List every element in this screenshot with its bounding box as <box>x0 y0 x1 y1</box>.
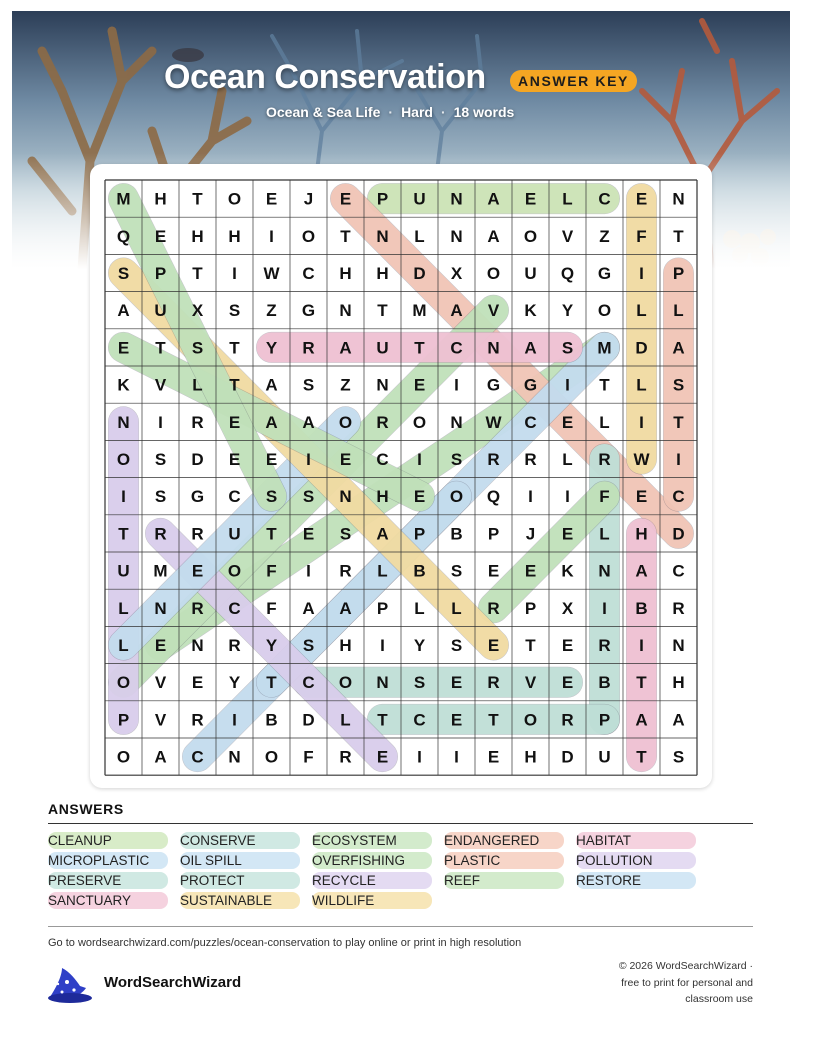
grid-letter[interactable]: E <box>450 710 463 730</box>
grid-letter[interactable]: K <box>561 561 574 581</box>
grid-letter[interactable]: G <box>190 487 205 507</box>
grid-letter[interactable]: O <box>116 673 131 693</box>
category-label: Ocean & Sea Life <box>266 104 381 120</box>
grid-letter[interactable]: O <box>264 747 279 767</box>
answer-key-badge: ANSWER KEY <box>510 70 637 92</box>
grid-letter[interactable]: Y <box>265 338 278 358</box>
grid-letter[interactable]: A <box>487 226 500 246</box>
grid-letter[interactable]: E <box>561 636 574 655</box>
grid-letter[interactable]: B <box>598 673 611 693</box>
grid-letter[interactable]: L <box>599 412 610 432</box>
grid-letter[interactable]: E <box>339 189 352 209</box>
grid-letter[interactable]: M <box>116 189 131 209</box>
grid-letter[interactable]: W <box>485 412 502 432</box>
grid-letter[interactable]: S <box>450 561 463 581</box>
grid-letter[interactable]: E <box>413 487 426 507</box>
grid-letter[interactable]: B <box>265 710 278 730</box>
grid-letter[interactable]: U <box>376 338 389 358</box>
grid-letter[interactable]: Z <box>599 226 610 246</box>
grid-letter[interactable]: H <box>635 524 648 544</box>
grid-letter[interactable]: N <box>672 636 685 655</box>
grid-letter[interactable]: G <box>301 301 316 321</box>
grid-letter[interactable]: E <box>191 673 204 693</box>
grid-letter[interactable]: N <box>487 338 500 358</box>
grid-letter[interactable]: N <box>191 636 204 655</box>
copyright-line: classroom use <box>685 993 753 1005</box>
grid-letter[interactable]: A <box>524 338 537 358</box>
grid-letter[interactable]: C <box>672 487 685 507</box>
grid-letter[interactable]: T <box>192 264 203 283</box>
grid-letter[interactable]: I <box>565 375 570 395</box>
grid-letter[interactable]: S <box>302 375 315 395</box>
grid-letter[interactable]: I <box>565 487 570 507</box>
grid-letter[interactable]: E <box>339 450 352 469</box>
grid-letter[interactable]: N <box>339 301 352 321</box>
answer-recycle: RECYCLE <box>312 872 432 889</box>
grid-letter[interactable]: E <box>191 561 204 581</box>
grid-letter[interactable]: V <box>154 710 167 730</box>
grid-letter[interactable]: V <box>561 226 574 246</box>
grid-letter[interactable]: A <box>339 338 352 358</box>
answer-protect: PROTECT <box>180 872 300 889</box>
difficulty-label: Hard <box>401 104 433 120</box>
grid-letter[interactable]: T <box>673 226 684 246</box>
grid-letter[interactable]: R <box>154 524 167 544</box>
grid-letter[interactable]: E <box>265 450 278 469</box>
grid-letter[interactable]: X <box>191 301 204 321</box>
grid-letter[interactable]: C <box>228 487 241 507</box>
grid-letter[interactable]: C <box>413 710 426 730</box>
grid-letter[interactable]: O <box>116 450 131 469</box>
grid-letter[interactable]: R <box>487 673 500 693</box>
grid-letter[interactable]: B <box>635 598 648 618</box>
grid-letter[interactable]: L <box>636 375 647 395</box>
grid-letter[interactable]: G <box>486 375 501 395</box>
grid-letter[interactable]: T <box>636 747 647 767</box>
grid-letter[interactable]: O <box>597 301 612 321</box>
grid-letter[interactable]: R <box>191 524 204 544</box>
grid-letter[interactable]: J <box>303 189 314 209</box>
grid-letter[interactable]: S <box>413 673 426 693</box>
grid-letter[interactable]: S <box>302 636 315 655</box>
grid-letter[interactable]: E <box>154 226 167 246</box>
grid-letter[interactable]: T <box>266 673 277 693</box>
grid-letter[interactable]: N <box>228 747 241 767</box>
grid-letter[interactable]: D <box>413 264 426 283</box>
grid-letter[interactable]: C <box>302 673 315 693</box>
grid-letter[interactable]: E <box>487 561 500 581</box>
grid-letter[interactable]: P <box>598 710 611 730</box>
grid-letter[interactable]: A <box>302 598 315 618</box>
grid-letter[interactable]: T <box>118 524 129 544</box>
grid-letter[interactable]: R <box>191 710 204 730</box>
grid-letter[interactable]: A <box>339 598 352 618</box>
grid-letter[interactable]: L <box>414 226 425 246</box>
grid-letter[interactable]: S <box>228 301 241 321</box>
grid-letter[interactable]: N <box>376 375 389 395</box>
grid-letter[interactable]: U <box>598 747 611 767</box>
separator: · <box>388 104 394 120</box>
grid-letter[interactable]: I <box>232 264 237 283</box>
grid-letter[interactable]: N <box>450 226 463 246</box>
grid-letter[interactable]: H <box>339 264 352 283</box>
grid-letter[interactable]: I <box>454 747 459 767</box>
grid-letter[interactable]: E <box>487 636 500 655</box>
grid-letter[interactable]: L <box>636 301 647 321</box>
grid-letter[interactable]: X <box>450 264 463 283</box>
grid-letter[interactable]: C <box>672 561 685 581</box>
grid-letter[interactable]: E <box>376 747 389 767</box>
answer-pollution: POLLUTION <box>576 852 696 869</box>
grid-letter[interactable]: R <box>228 636 241 655</box>
divider <box>48 823 753 824</box>
grid-letter[interactable]: N <box>117 412 130 432</box>
grid-letter[interactable]: I <box>232 710 237 730</box>
grid-letter[interactable]: I <box>417 747 422 767</box>
copyright-line: free to print for personal and <box>621 976 753 989</box>
grid-letter[interactable]: E <box>561 412 574 432</box>
word-search-grid <box>90 164 712 788</box>
page-title: Ocean Conservation <box>164 58 486 96</box>
grid-letter[interactable]: B <box>450 524 463 544</box>
grid-letter[interactable]: T <box>192 189 203 209</box>
grid-letter[interactable]: A <box>450 301 463 321</box>
answer-endangered: ENDANGERED <box>444 832 564 849</box>
grid-letter[interactable]: V <box>487 301 500 321</box>
grid-letter[interactable]: V <box>154 375 167 395</box>
grid-letter[interactable]: C <box>376 450 389 469</box>
grid-letter[interactable]: P <box>154 264 167 283</box>
grid-letter[interactable]: N <box>450 189 463 209</box>
grid-letter[interactable]: I <box>454 375 459 395</box>
grid-letter[interactable]: R <box>598 636 611 655</box>
grid-letter[interactable]: I <box>380 636 385 655</box>
grid-letter[interactable]: O <box>338 412 353 432</box>
grid-letter[interactable]: L <box>562 450 573 469</box>
grid-letter[interactable]: H <box>228 226 241 246</box>
grid-letter[interactable]: S <box>450 636 463 655</box>
grid-letter[interactable]: Z <box>266 301 277 321</box>
grid-letter[interactable]: C <box>450 338 463 358</box>
answer-cleanup: CLEANUP <box>48 832 168 849</box>
answer-sanctuary: SANCTUARY <box>48 892 168 909</box>
grid-letter[interactable]: H <box>339 636 352 655</box>
grid-letter[interactable]: L <box>118 598 129 618</box>
grid-letter[interactable]: I <box>269 226 274 246</box>
brand-name[interactable]: WordSearchWizard <box>104 974 242 991</box>
answers-heading: ANSWERS <box>48 801 124 817</box>
grid-letter[interactable]: L <box>414 598 425 618</box>
grid-letter[interactable]: I <box>306 450 311 469</box>
grid-letter[interactable]: F <box>599 487 610 507</box>
grid-letter[interactable]: A <box>117 301 130 321</box>
grid-letter[interactable]: P <box>376 598 389 618</box>
answer-preserve: PRESERVE <box>48 872 168 889</box>
copyright-line: © 2026 WordSearchWizard · <box>618 960 753 972</box>
answer-overfishing: OVERFISHING <box>312 852 432 869</box>
grid-letter[interactable]: E <box>561 524 574 544</box>
grid-letter[interactable]: L <box>340 710 351 730</box>
grid-letter[interactable]: H <box>376 487 389 507</box>
grid-letter[interactable]: H <box>191 226 204 246</box>
grid-letter[interactable]: Z <box>340 375 351 395</box>
wizard-hat-icon <box>46 964 94 1004</box>
grid-letter[interactable]: E <box>302 524 315 544</box>
grid-letter[interactable]: T <box>377 301 388 321</box>
grid-letter[interactable]: E <box>228 450 241 469</box>
grid-letter[interactable]: E <box>413 375 426 395</box>
grid-letter[interactable]: K <box>524 301 537 321</box>
grid-letter[interactable]: D <box>672 524 685 544</box>
grid-letter[interactable]: S <box>265 487 278 507</box>
grid-letter[interactable]: A <box>265 375 278 395</box>
grid-letter[interactable]: I <box>417 450 422 469</box>
grid-letter[interactable]: L <box>451 598 462 618</box>
grid-letter[interactable]: C <box>191 747 204 767</box>
grid-letter[interactable]: O <box>227 189 242 209</box>
grid-letter[interactable]: D <box>561 747 574 767</box>
grid-letter[interactable]: A <box>635 561 648 581</box>
grid-letter[interactable]: E <box>154 636 167 655</box>
grid-letter[interactable]: M <box>597 338 612 358</box>
grid-letter[interactable]: N <box>339 487 352 507</box>
grid-letter[interactable]: M <box>412 301 427 321</box>
grid-letter[interactable]: U <box>228 524 241 544</box>
grid-letter[interactable]: I <box>639 636 644 655</box>
grid-letter[interactable]: O <box>486 264 501 283</box>
grid-letter[interactable]: Q <box>116 226 131 246</box>
grid-letter[interactable]: O <box>227 561 242 581</box>
grid-letter[interactable]: L <box>192 375 203 395</box>
answer-list <box>48 832 753 914</box>
grid-letter[interactable]: E <box>265 189 278 209</box>
grid-letter[interactable]: K <box>117 375 130 395</box>
grid-letter[interactable]: T <box>414 338 425 358</box>
grid-letter[interactable]: I <box>639 412 644 432</box>
grid-letter[interactable]: C <box>228 598 241 618</box>
grid-letter[interactable]: R <box>524 450 537 469</box>
grid-letter[interactable]: S <box>672 375 685 395</box>
answer-conserve: CONSERVE <box>180 832 300 849</box>
grid-letter[interactable]: G <box>597 264 612 283</box>
grid-letter[interactable]: V <box>154 673 167 693</box>
grid-letter[interactable]: A <box>265 412 278 432</box>
grid-letter[interactable]: C <box>302 264 315 283</box>
grid-letter[interactable]: S <box>191 338 204 358</box>
grid-letter[interactable]: E <box>635 487 648 507</box>
grid-letter[interactable]: R <box>191 412 204 432</box>
grid-letter[interactable]: R <box>487 450 500 469</box>
grid-letter[interactable]: S <box>154 450 167 469</box>
grid-letter[interactable]: P <box>672 264 685 283</box>
grid-letter[interactable]: A <box>302 412 315 432</box>
grid-letter[interactable]: R <box>302 338 315 358</box>
grid-letter[interactable]: R <box>191 598 204 618</box>
answer-reef: REEF <box>444 872 564 889</box>
grid-letter[interactable]: A <box>672 338 685 358</box>
grid-letter[interactable]: N <box>376 226 389 246</box>
grid-letter[interactable]: R <box>598 450 611 469</box>
answer-habitat: HABITAT <box>576 832 696 849</box>
grid-letter[interactable]: T <box>155 338 166 358</box>
grid-letter[interactable]: L <box>562 189 573 209</box>
answer-restore: RESTORE <box>576 872 696 889</box>
grid-letter[interactable]: A <box>635 710 648 730</box>
grid-letter[interactable]: D <box>635 338 648 358</box>
grid-letter[interactable]: S <box>561 338 574 358</box>
grid-letter[interactable]: E <box>228 412 241 432</box>
grid-letter[interactable]: R <box>339 561 352 581</box>
grid-letter[interactable]: Q <box>486 487 501 507</box>
grid-letter[interactable]: F <box>266 561 277 581</box>
grid-letter[interactable]: R <box>561 710 574 730</box>
grid-letter[interactable]: L <box>599 524 610 544</box>
grid-letter[interactable]: O <box>338 673 353 693</box>
grid-letter[interactable]: N <box>154 598 167 618</box>
grid-letter[interactable]: H <box>524 747 537 767</box>
word-count-label: 18 words <box>453 104 515 120</box>
divider <box>48 926 753 927</box>
grid-letter[interactable]: B <box>413 561 426 581</box>
grid-letter[interactable]: D <box>191 450 204 469</box>
grid-letter[interactable]: I <box>306 561 311 581</box>
puzzle-subtitle <box>266 104 514 120</box>
grid-letter[interactable]: T <box>229 338 240 358</box>
grid-letter[interactable]: S <box>117 264 130 283</box>
grid-letter[interactable]: F <box>266 598 277 618</box>
grid-letter[interactable]: E <box>450 673 463 693</box>
answer-plastic: PLASTIC <box>444 852 564 869</box>
grid-letter[interactable]: Q <box>560 264 575 283</box>
grid-letter[interactable]: M <box>153 561 168 581</box>
grid-letter[interactable]: N <box>672 189 685 209</box>
grid-letter[interactable]: A <box>376 524 389 544</box>
answer-microplastic: MICROPLASTIC <box>48 852 168 869</box>
grid-letter[interactable]: C <box>598 189 611 209</box>
grid-letter[interactable]: F <box>303 747 314 767</box>
grid-letter[interactable]: T <box>266 524 277 544</box>
grid-letter[interactable]: T <box>229 375 240 395</box>
grid-letter[interactable]: R <box>487 598 500 618</box>
grid-letter[interactable]: O <box>412 412 427 432</box>
grid-letter[interactable]: L <box>377 561 388 581</box>
grid-letter[interactable]: S <box>302 487 315 507</box>
answer-sustainable: SUSTAINABLE <box>180 892 300 909</box>
grid-letter[interactable]: H <box>672 673 685 693</box>
copyright-notice <box>560 958 753 1008</box>
grid-letter[interactable]: N <box>376 673 389 693</box>
grid-letter[interactable]: E <box>117 338 130 358</box>
grid-letter[interactable]: O <box>301 226 316 246</box>
grid-letter[interactable]: Y <box>228 673 241 693</box>
grid-letter[interactable]: P <box>413 524 426 544</box>
grid-letter[interactable]: T <box>636 673 647 693</box>
grid-letter[interactable]: E <box>524 561 537 581</box>
grid-letter[interactable]: U <box>117 561 130 581</box>
grid-letter[interactable]: H <box>154 189 167 209</box>
grid-letter[interactable]: P <box>376 189 389 209</box>
footer-link[interactable]: Go to wordsearchwizard.com/puzzles/ocean-conservation to play online or print in high resolution <box>48 937 522 949</box>
grid-letter[interactable]: P <box>487 524 500 544</box>
grid-letter[interactable]: I <box>639 264 644 283</box>
grid-letter[interactable]: H <box>376 264 389 283</box>
grid-letter[interactable]: E <box>524 189 537 209</box>
grid-letter[interactable]: Y <box>265 636 278 655</box>
grid-letter[interactable]: E <box>561 673 574 693</box>
grid-letter[interactable]: E <box>635 189 648 209</box>
grid-letter[interactable]: T <box>340 226 351 246</box>
grid-letter[interactable]: R <box>376 412 389 432</box>
grid-letter[interactable]: O <box>116 747 131 767</box>
grid-letter[interactable]: O <box>523 710 538 730</box>
grid-letter[interactable]: F <box>636 226 647 246</box>
answer-oil-spill: OIL SPILL <box>180 852 300 869</box>
answer-wildlife: WILDLIFE <box>312 892 432 909</box>
grid-letter[interactable]: S <box>154 487 167 507</box>
grid-letter[interactable]: W <box>633 450 650 469</box>
grid-letter[interactable]: A <box>154 747 167 767</box>
puzzle-card <box>90 164 712 788</box>
grid-letter[interactable]: G <box>523 375 538 395</box>
grid-letter[interactable]: I <box>121 487 126 507</box>
grid-letter[interactable]: I <box>158 412 163 432</box>
grid-letter[interactable]: I <box>528 487 533 507</box>
grid-letter[interactable]: O <box>523 226 538 246</box>
grid-letter[interactable]: J <box>525 524 536 544</box>
grid-letter[interactable]: A <box>672 710 685 730</box>
grid-letter[interactable]: P <box>117 710 130 730</box>
grid-letter[interactable]: U <box>154 301 167 321</box>
grid-letter[interactable]: X <box>561 598 574 618</box>
grid-letter[interactable]: I <box>676 450 681 469</box>
grid-letter[interactable]: S <box>450 450 463 469</box>
grid-letter[interactable]: L <box>673 301 684 321</box>
grid-letter[interactable]: N <box>450 412 463 432</box>
grid-letter[interactable]: T <box>673 412 684 432</box>
grid-letter[interactable]: I <box>602 598 607 618</box>
grid-letter[interactable]: C <box>524 412 537 432</box>
grid-letter[interactable]: U <box>413 189 426 209</box>
grid-letter[interactable]: T <box>488 710 499 730</box>
grid-letter[interactable]: Y <box>413 636 426 655</box>
grid-letter[interactable]: R <box>672 598 685 618</box>
grid-letter[interactable]: Y <box>561 301 574 321</box>
grid-letter[interactable]: T <box>599 375 610 395</box>
grid-letter[interactable]: W <box>263 264 280 283</box>
grid-letter[interactable]: V <box>524 673 537 693</box>
grid-letter[interactable]: U <box>524 264 537 283</box>
grid-letter[interactable]: E <box>487 747 500 767</box>
grid-letter[interactable]: T <box>377 710 388 730</box>
grid-letter[interactable]: A <box>487 189 500 209</box>
grid-letter[interactable]: D <box>302 710 315 730</box>
grid-letter[interactable]: S <box>339 524 352 544</box>
grid-letter[interactable]: P <box>524 598 537 618</box>
answer-ecosystem: ECOSYSTEM <box>312 832 432 849</box>
grid-letter[interactable]: T <box>525 636 536 655</box>
grid-letter[interactable]: N <box>598 561 611 581</box>
grid-letter[interactable]: S <box>672 747 685 767</box>
separator: · <box>440 104 446 120</box>
grid-letter[interactable]: O <box>449 487 464 507</box>
grid-letter[interactable]: R <box>339 747 352 767</box>
grid-letter[interactable]: L <box>118 636 129 655</box>
